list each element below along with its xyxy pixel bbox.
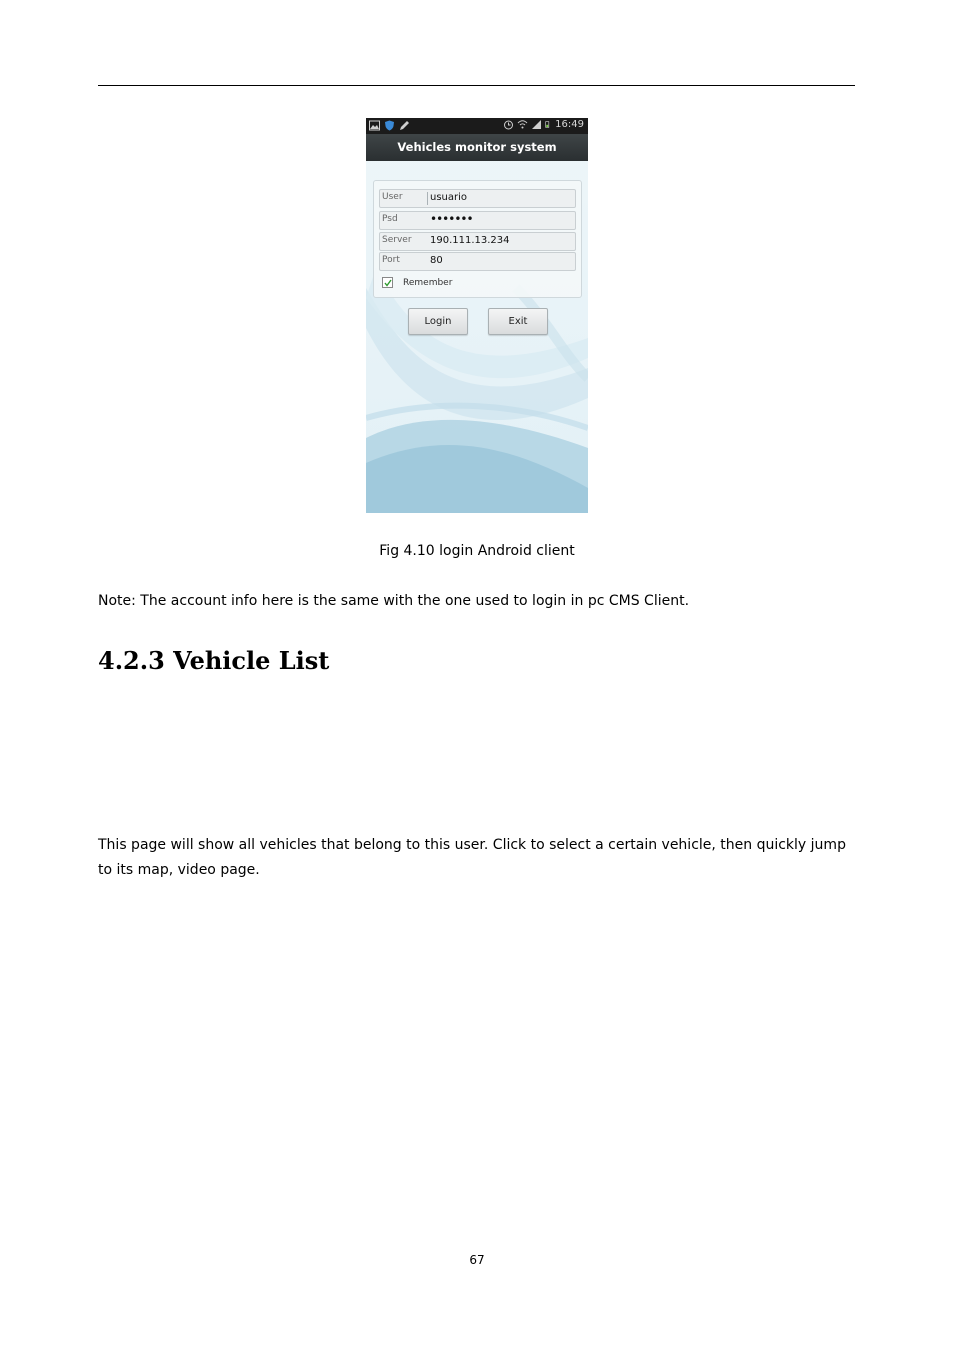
password-input[interactable]: ••••••• xyxy=(430,212,473,226)
password-field[interactable] xyxy=(379,211,576,230)
port-input[interactable]: 80 xyxy=(430,255,443,266)
exit-button[interactable]: Exit xyxy=(488,308,548,335)
server-label: Server xyxy=(382,235,412,245)
app-title: Vehicles monitor system xyxy=(397,140,557,154)
signal-icon xyxy=(531,119,542,130)
server-field[interactable] xyxy=(379,232,576,251)
note-text: Note: The account info here is the same with the one used to login in pc CMS Client. xyxy=(98,593,690,609)
page-number: 67 xyxy=(469,1253,485,1267)
remember-option[interactable] xyxy=(382,277,452,288)
android-login-screenshot xyxy=(366,118,588,513)
header-rule xyxy=(98,85,855,86)
login-form xyxy=(373,180,582,298)
app-title-bar xyxy=(366,134,588,161)
port-field[interactable] xyxy=(379,252,576,271)
checkmark-icon xyxy=(384,279,392,287)
remember-label: Remember xyxy=(403,277,453,288)
section-heading: 4.2.3 Vehicle List xyxy=(98,646,330,675)
port-label: Port xyxy=(382,255,400,265)
user-label: User xyxy=(382,192,403,202)
user-input[interactable]: usuario xyxy=(430,192,468,203)
shield-icon xyxy=(384,120,395,131)
alarm-icon xyxy=(503,119,514,130)
status-bar xyxy=(366,118,588,134)
server-input[interactable]: 190.111.13.234 xyxy=(430,235,510,246)
figure-caption: Fig 4.10 login Android client xyxy=(379,543,575,559)
pencil-icon xyxy=(399,120,410,131)
wave-background xyxy=(366,118,588,513)
battery-icon xyxy=(545,119,552,130)
remember-checkbox[interactable] xyxy=(382,277,393,288)
gallery-icon xyxy=(369,120,380,131)
status-time: 16:49 xyxy=(555,119,584,130)
login-button[interactable]: Login xyxy=(408,308,468,335)
wifi-icon xyxy=(517,119,528,130)
user-field[interactable] xyxy=(379,189,576,208)
psd-label: Psd xyxy=(382,214,398,224)
field-divider xyxy=(427,192,428,205)
body-paragraph: This page will show all vehicles that belong to this user. Click to select a certain vehicle, then quickly jump to its map, video page. xyxy=(98,837,846,878)
